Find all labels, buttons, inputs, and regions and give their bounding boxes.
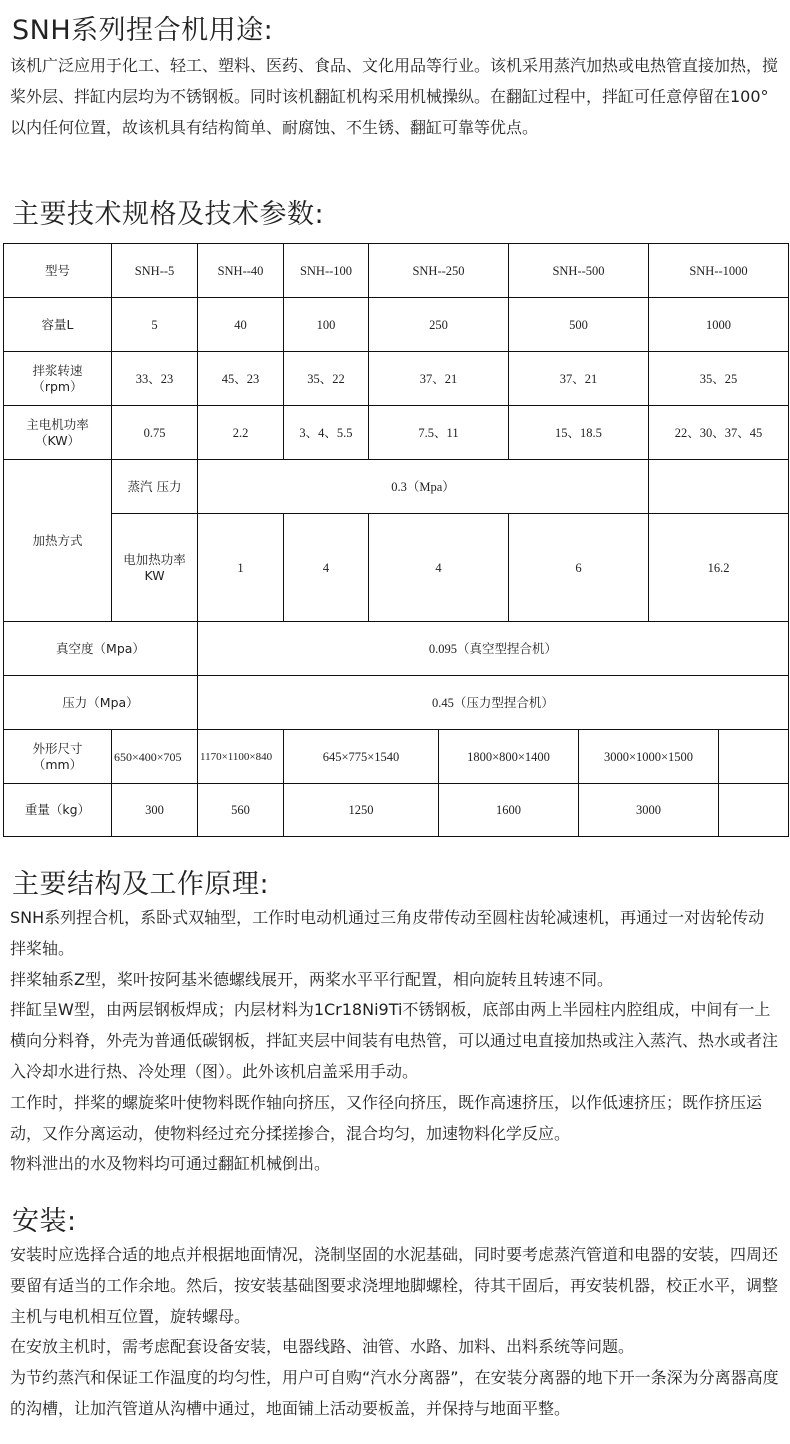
cell: 650×400×705 — [112, 730, 198, 784]
label-size — [4, 730, 112, 784]
cell: 4 — [284, 514, 369, 622]
cell: 22、30、37、45 — [649, 406, 789, 460]
cell: 35、25 — [649, 352, 789, 406]
cell: SNH--100 — [284, 244, 369, 298]
cell: 37、21 — [369, 352, 509, 406]
installation-text — [10, 1240, 780, 1425]
cell-steam-value: 0.3（Mpa） — [198, 460, 649, 514]
cell: 1000 — [649, 298, 789, 352]
cell: 3、4、5.5 — [284, 406, 369, 460]
label-weight: 重量（kg） — [4, 784, 112, 837]
label-pressure: 压力（Mpa） — [4, 676, 198, 730]
label-electric-line2: KW — [144, 567, 165, 583]
cell: 6 — [509, 514, 649, 622]
paragraph: 工作时，拌桨的螺旋桨叶使物料既作轴向挤压，又作径向挤压，既作高速挤压，以作低速挤压；既作挤压运动，又作分离运动，使物料经过充分揉搓掺合，混合均匀，加速物料化学反应。 — [10, 1092, 763, 1143]
label-power — [4, 406, 112, 460]
cell: 500 — [509, 298, 649, 352]
cell: 7.5、11 — [369, 406, 509, 460]
cell: 300 — [112, 784, 198, 837]
row-weight — [4, 784, 789, 837]
cell: SNH--500 — [509, 244, 649, 298]
cell: 560 — [198, 784, 284, 837]
cell: 250 — [369, 298, 509, 352]
paragraph: 该机广泛应用于化工、轻工、塑料、医药、食品、文化用品等行业。该机采用蒸汽加热或电热管直接加热，搅桨外层、拌缸内层均为不锈钢板。同时该机翻缸机构采用机械操纵。在翻缸过程中，拌缸可任意停留在100°以内任何位置，故该机具有结构简单、耐腐蚀、不生锈、翻缸可靠等优点。 — [10, 56, 779, 137]
cell: 16.2 — [649, 514, 789, 622]
row-pressure — [4, 676, 789, 730]
row-electric — [4, 514, 789, 622]
row-vacuum — [4, 622, 789, 676]
paragraph: 拌桨轴系Z型，桨叶按阿基米德螺线展开，两桨水平平行配置，相向旋转且转速不同。 — [10, 969, 613, 989]
cell: 3000×1000×1500 — [579, 730, 719, 784]
label-steam: 蒸汽 压力 — [112, 460, 198, 514]
row-model — [4, 244, 789, 298]
cell: SNH--40 — [198, 244, 284, 298]
cell: 2.2 — [198, 406, 284, 460]
cell-empty — [719, 784, 789, 837]
cell: 1 — [198, 514, 284, 622]
row-size — [4, 730, 789, 784]
cell: 3000 — [579, 784, 719, 837]
cell: 1800×800×1400 — [439, 730, 579, 784]
cell: 1250 — [284, 784, 439, 837]
label-vacuum: 真空度（Mpa） — [4, 622, 198, 676]
cell-vacuum-value: 0.095（真空型捏合机） — [198, 622, 789, 676]
cell: 33、23 — [112, 352, 198, 406]
paragraph: 为节约蒸汽和保证工作温度的均匀性，用户可自购“汽水分离器”，在安装分离器的地下开一条深为分离器高度的沟槽，让加汽管道从沟槽中通过，地面铺上活动要板盖，并保持与地面平整。 — [10, 1368, 779, 1418]
label-speed-line2: （rpm） — [32, 378, 83, 394]
label-size-line1: 外形尺寸 — [32, 740, 83, 756]
paragraph: 拌缸呈W型，由两层钢板焊成；内层材料为1Cr18Ni9Ti不锈钢板，底部由两上半园柱内腔组成，中间有一上横向分料脊，外壳为普通低碳钢板，拌缸夹层中间装有电热管，可以通过电直接加热或注入蒸汽、热水或者注入冷却水进行热、冷处理（图）。此外该机启盖采用手动。 — [10, 1000, 779, 1081]
cell: 37、21 — [509, 352, 649, 406]
cell: 5 — [112, 298, 198, 352]
cell: 100 — [284, 298, 369, 352]
section-title-installation: 安装: — [12, 1206, 77, 1237]
label-capacity: 容量L — [4, 298, 112, 352]
paragraph: 物料泄出的水及物料均可通过翻缸机械倒出。 — [10, 1154, 331, 1174]
label-electric — [112, 514, 198, 622]
cell: SNH--250 — [369, 244, 509, 298]
usage-text — [10, 51, 780, 143]
label-power-line1: 主电机功率 — [26, 416, 89, 432]
cell: 0.75 — [112, 406, 198, 460]
cell: 645×775×1540 — [284, 730, 439, 784]
section-title-structure: 主要结构及工作原理: — [12, 869, 270, 900]
row-power — [4, 406, 789, 460]
structure-text — [10, 903, 780, 1180]
cell: 15、18.5 — [509, 406, 649, 460]
cell: 40 — [198, 298, 284, 352]
spec-table — [3, 243, 789, 837]
paragraph: SNH系列捏合机，系卧式双轴型，工作时电动机通过三角皮带传动至圆柱齿轮减速机，再通过一对齿轮传动拌桨轴。 — [10, 908, 765, 958]
label-power-line2: （KW） — [34, 432, 81, 448]
label-electric-line1: 电加热功率 — [123, 551, 186, 567]
cell: SNH--5 — [112, 244, 198, 298]
label-size-line2: （mm） — [32, 756, 83, 772]
cell-pressure-value: 0.45（压力型捏合机） — [198, 676, 789, 730]
cell-empty — [719, 730, 789, 784]
label-heating: 加热方式 — [4, 460, 112, 622]
paragraph: 安装时应选择合适的地点并根据地面情况，浇制坚固的水泥基础，同时要考虑蒸汽管道和电器的安装，四周还要留有适当的工作余地。然后，按安装基础图要求浇埋地脚螺栓，待其干固后，再安装机器，校正水平，调整主机与电机相互位置，旋转螺母。 — [10, 1245, 779, 1326]
section-title-usage: SNH系列捏合机用途: — [12, 15, 274, 46]
cell: 1170×1100×840 — [198, 730, 284, 784]
row-speed — [4, 352, 789, 406]
cell: 45、23 — [198, 352, 284, 406]
row-steam — [4, 460, 789, 514]
cell: 1600 — [439, 784, 579, 837]
row-capacity — [4, 298, 789, 352]
cell: 4 — [369, 514, 509, 622]
paragraph: 在安放主机时，需考虑配套设备安装，电器线路、油管、水路、加料、出料系统等问题。 — [10, 1337, 635, 1357]
label-speed-line1: 拌浆转速 — [32, 362, 83, 378]
label-speed — [4, 352, 112, 406]
cell: 35、22 — [284, 352, 369, 406]
section-title-specs: 主要技术规格及技术参数: — [12, 199, 325, 230]
cell-empty — [649, 460, 789, 514]
cell: SNH--1000 — [649, 244, 789, 298]
label-model: 型号 — [4, 244, 112, 298]
